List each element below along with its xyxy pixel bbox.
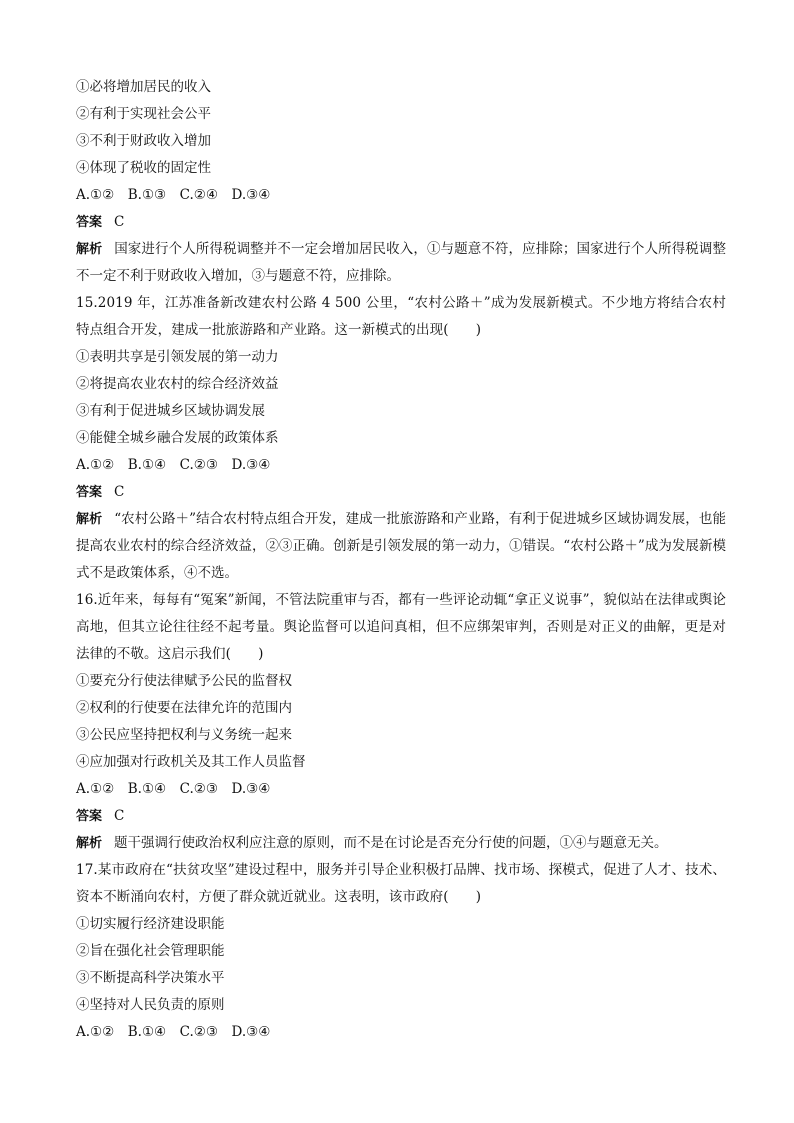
option-1: ①切实履行经济建设职能 [76,916,225,932]
option-3: ③公民应坚持把权利与义务统一起来 [76,727,292,743]
choices: A.①② B.①④ C.②③ D.③④ [76,457,271,473]
question-stem: 17.某市政府在“扶贫攻坚”建设过程中，服务并引导企业积极打品牌、找市场、探模式，促进了人才、技术、资本不断涌向农村，方便了群众就近就业。这表明，该市政府( ) [76,862,726,905]
analysis-label: 解析 [76,512,103,527]
option-3: ③不利于财政收入增加 [76,133,211,149]
option-3: ③不断提高科学决策水平 [76,970,225,986]
question-stem: 15.2019 年，江苏准备新改建农村公路 4 500 公里，“农村公路＋”成为发展新模式。不少地方将结合农村特点组合开发，建成一批旅游路和产业路。这一新模式的出现( ) [76,295,726,338]
option-2: ②旨在强化社会管理职能 [76,943,225,959]
option-2: ②有利于实现社会公平 [76,106,211,122]
answer-value: C [114,484,125,500]
analysis-row [76,830,726,857]
analysis-row [76,506,726,587]
option-4: ④应加强对行政机关及其工作人员监督 [76,754,306,770]
question-16 [76,587,726,857]
answer-value: C [114,808,125,824]
analysis-text: 题干强调行使政治权利应注意的原则，而不是在讨论是否充分行使的问题，①④与题意无关。 [114,835,668,851]
question-17 [76,857,726,1046]
answer-row [76,479,726,506]
question-stem: 16.近年来，每每有“冤案”新闻，不管法院重审与否，都有一些评论动辄“拿正义说事”，貌似站在法律或舆论高地，但其立论往往经不起考量。舆论监督可以追问真相，但不应绑架审判，否则是对正义的曲解，更是对法律的不敬。这启示我们( ) [76,592,726,662]
option-4: ④能健全城乡融合发展的政策体系 [76,430,279,446]
analysis-label: 解析 [76,242,103,257]
option-1: ①必将增加居民的收入 [76,79,211,95]
option-2: ②权利的行使要在法律允许的范围内 [76,700,292,716]
answer-label: 答案 [76,215,103,230]
choices: A.①② B.①④ C.②③ D.③④ [76,781,271,797]
option-3: ③有利于促进城乡区域协调发展 [76,403,265,419]
option-1: ①要充分行使法律赋予公民的监督权 [76,673,292,689]
document-page [76,74,726,1046]
option-1: ①表明共享是引领发展的第一动力 [76,349,279,365]
answer-row [76,209,726,236]
answer-label: 答案 [76,809,103,824]
choices: A.①② B.①④ C.②③ D.③④ [76,1024,271,1040]
option-4: ④体现了税收的固定性 [76,160,211,176]
question-14 [76,74,726,290]
choices: A.①② B.①③ C.②④ D.③④ [76,187,271,203]
answer-value: C [114,214,125,230]
question-15 [76,290,726,587]
answer-row [76,803,726,830]
analysis-row [76,236,726,290]
option-4: ④坚持对人民负责的原则 [76,997,225,1013]
option-2: ②将提高农业农村的综合经济效益 [76,376,279,392]
answer-label: 答案 [76,485,103,500]
analysis-text: “农村公路＋”结合农村特点组合开发，建成一批旅游路和产业路，有利于促进城乡区域协调发展，也能提高农业农村的综合经济效益，②③正确。创新是引领发展的第一动力，①错误。“农村公路＋”成为发展新模式不是政策体系，④不选。 [76,511,726,581]
analysis-text: 国家进行个人所得税调整并不一定会增加居民收入，①与题意不符，应排除；国家进行个人所得税调整不一定不利于财政收入增加，③与题意不符，应排除。 [76,241,726,284]
analysis-label: 解析 [76,836,103,851]
